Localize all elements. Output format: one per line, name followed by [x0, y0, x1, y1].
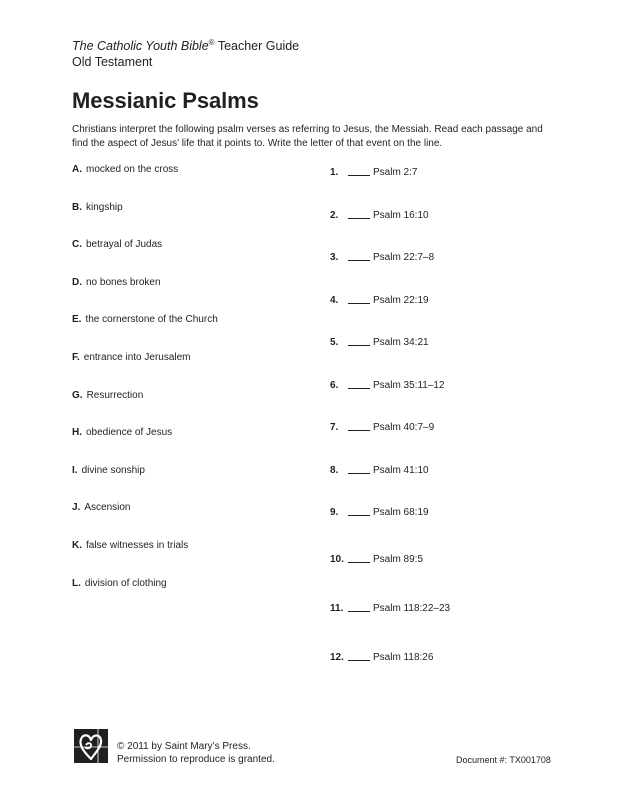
- answer-blank-field[interactable]: [348, 552, 370, 563]
- copyright-line: © 2011 by Saint Mary’s Press.: [117, 741, 251, 752]
- answer-letter: F.: [72, 351, 80, 363]
- psalm-reference: Psalm 118:26: [373, 652, 434, 663]
- permission-line: Permission to reproduce is granted.: [117, 753, 275, 765]
- answer-text: Resurrection: [86, 389, 144, 401]
- question-number: 1.: [330, 167, 339, 178]
- answer-blank-field[interactable]: [348, 420, 370, 431]
- answer-letter: I.: [72, 464, 78, 476]
- answer-text: Ascension: [84, 502, 131, 514]
- psalm-reference: Psalm 40:7–9: [373, 422, 435, 433]
- answer-letter: C.: [72, 239, 82, 251]
- answer-text: obedience of Jesus: [86, 427, 173, 439]
- question-item: [330, 420, 434, 434]
- answer-text: mocked on the cross: [86, 164, 179, 175]
- answer-option: [72, 164, 312, 202]
- answer-letter: A.: [72, 164, 82, 175]
- question-number: 6.: [330, 380, 339, 391]
- psalm-reference: Psalm 2:7: [373, 167, 418, 178]
- answer-blank-field[interactable]: [348, 293, 370, 304]
- psalm-reference: Psalm 118:22–23: [373, 603, 451, 614]
- series-title: The Catholic Youth Bible: [72, 39, 209, 53]
- instructions: Christians interpret the following psalm verses as referring to Jesus, the Messiah. Read each passage and find the aspect of Jesus’ life that it points to. Write the letter of that event on the line.: [72, 124, 543, 149]
- publisher-logo-icon: [74, 729, 108, 763]
- answer-letter: L.: [72, 577, 81, 589]
- question-item: [330, 293, 429, 307]
- answer-blank-field[interactable]: [348, 250, 370, 261]
- answer-text: the cornerstone of the Church: [85, 314, 218, 326]
- answer-letter: E.: [72, 314, 82, 326]
- question-number: 10.: [330, 554, 344, 565]
- psalm-reference: Psalm 16:10: [373, 210, 429, 221]
- question-number: 12.: [330, 652, 344, 663]
- copyright-notice: [117, 741, 275, 766]
- answer-letter: J.: [72, 502, 81, 514]
- registered-mark: ®: [208, 38, 215, 47]
- answer-option: [72, 314, 312, 352]
- answer-blank-field[interactable]: [348, 505, 370, 516]
- answer-text: betrayal of Judas: [86, 239, 163, 251]
- answer-option: [72, 352, 312, 390]
- answer-blank-field[interactable]: [348, 463, 370, 474]
- question-number: 7.: [330, 422, 339, 433]
- question-item: [330, 250, 434, 264]
- psalm-reference: Psalm 22:7–8: [373, 252, 435, 263]
- answer-letter: G.: [72, 389, 83, 401]
- question-number: 4.: [330, 295, 339, 306]
- question-item: [330, 335, 429, 349]
- answer-text: kingship: [86, 201, 123, 213]
- answer-option: [72, 239, 312, 277]
- psalm-reference: Psalm 68:19: [373, 507, 429, 518]
- answer-text: false witnesses in trials: [86, 539, 189, 551]
- document-number: Document #: TX001708: [456, 755, 551, 765]
- answer-blank-field[interactable]: [348, 335, 370, 346]
- question-item: [330, 165, 417, 179]
- question-item: [330, 463, 429, 477]
- answer-blank-field[interactable]: [348, 378, 370, 389]
- answer-text: divine sonship: [81, 464, 145, 476]
- question-number: 2.: [330, 210, 339, 221]
- answer-option: [72, 390, 312, 428]
- answer-letter: K.: [72, 539, 82, 551]
- header-series-line: [72, 35, 299, 54]
- answer-option: [72, 540, 312, 578]
- answer-option: [72, 277, 312, 315]
- answer-letter: B.: [72, 201, 82, 213]
- answer-text: no bones broken: [86, 276, 161, 288]
- answer-blank-field[interactable]: [348, 601, 370, 612]
- question-item: [330, 601, 450, 615]
- answer-option: [72, 502, 312, 540]
- answer-letter: D.: [72, 276, 82, 288]
- question-number: 11.: [330, 603, 344, 614]
- psalm-reference: Psalm 34:21: [373, 337, 429, 348]
- psalm-reference: Psalm 41:10: [373, 465, 429, 476]
- page-title: Messianic Psalms: [72, 88, 259, 113]
- question-item: [330, 505, 429, 519]
- answer-option: [72, 202, 312, 240]
- answer-text: division of clothing: [84, 577, 167, 589]
- question-number: 3.: [330, 252, 339, 263]
- guide-label: Teacher Guide: [214, 39, 300, 53]
- answer-text: entrance into Jerusalem: [83, 351, 191, 363]
- answer-blank-field[interactable]: [348, 650, 370, 661]
- header-subtitle: Old Testament: [72, 55, 153, 69]
- answer-list: [72, 164, 312, 615]
- answer-option: [72, 427, 312, 465]
- question-number: 9.: [330, 507, 339, 518]
- question-item: [330, 378, 445, 392]
- answer-blank-field[interactable]: [348, 208, 370, 219]
- answer-letter: H.: [72, 427, 82, 439]
- psalm-reference: Psalm 89:5: [373, 554, 424, 565]
- question-number: 5.: [330, 337, 339, 348]
- answer-option: [72, 578, 312, 616]
- answer-blank-field[interactable]: [348, 165, 370, 176]
- question-item: [330, 650, 433, 664]
- psalm-reference: Psalm 35:11–12: [373, 380, 445, 391]
- answer-option: [72, 465, 312, 503]
- question-item: [330, 552, 423, 566]
- question-item: [330, 208, 429, 222]
- psalm-reference: Psalm 22:19: [373, 295, 429, 306]
- question-number: 8.: [330, 465, 339, 476]
- document-header: [72, 35, 299, 70]
